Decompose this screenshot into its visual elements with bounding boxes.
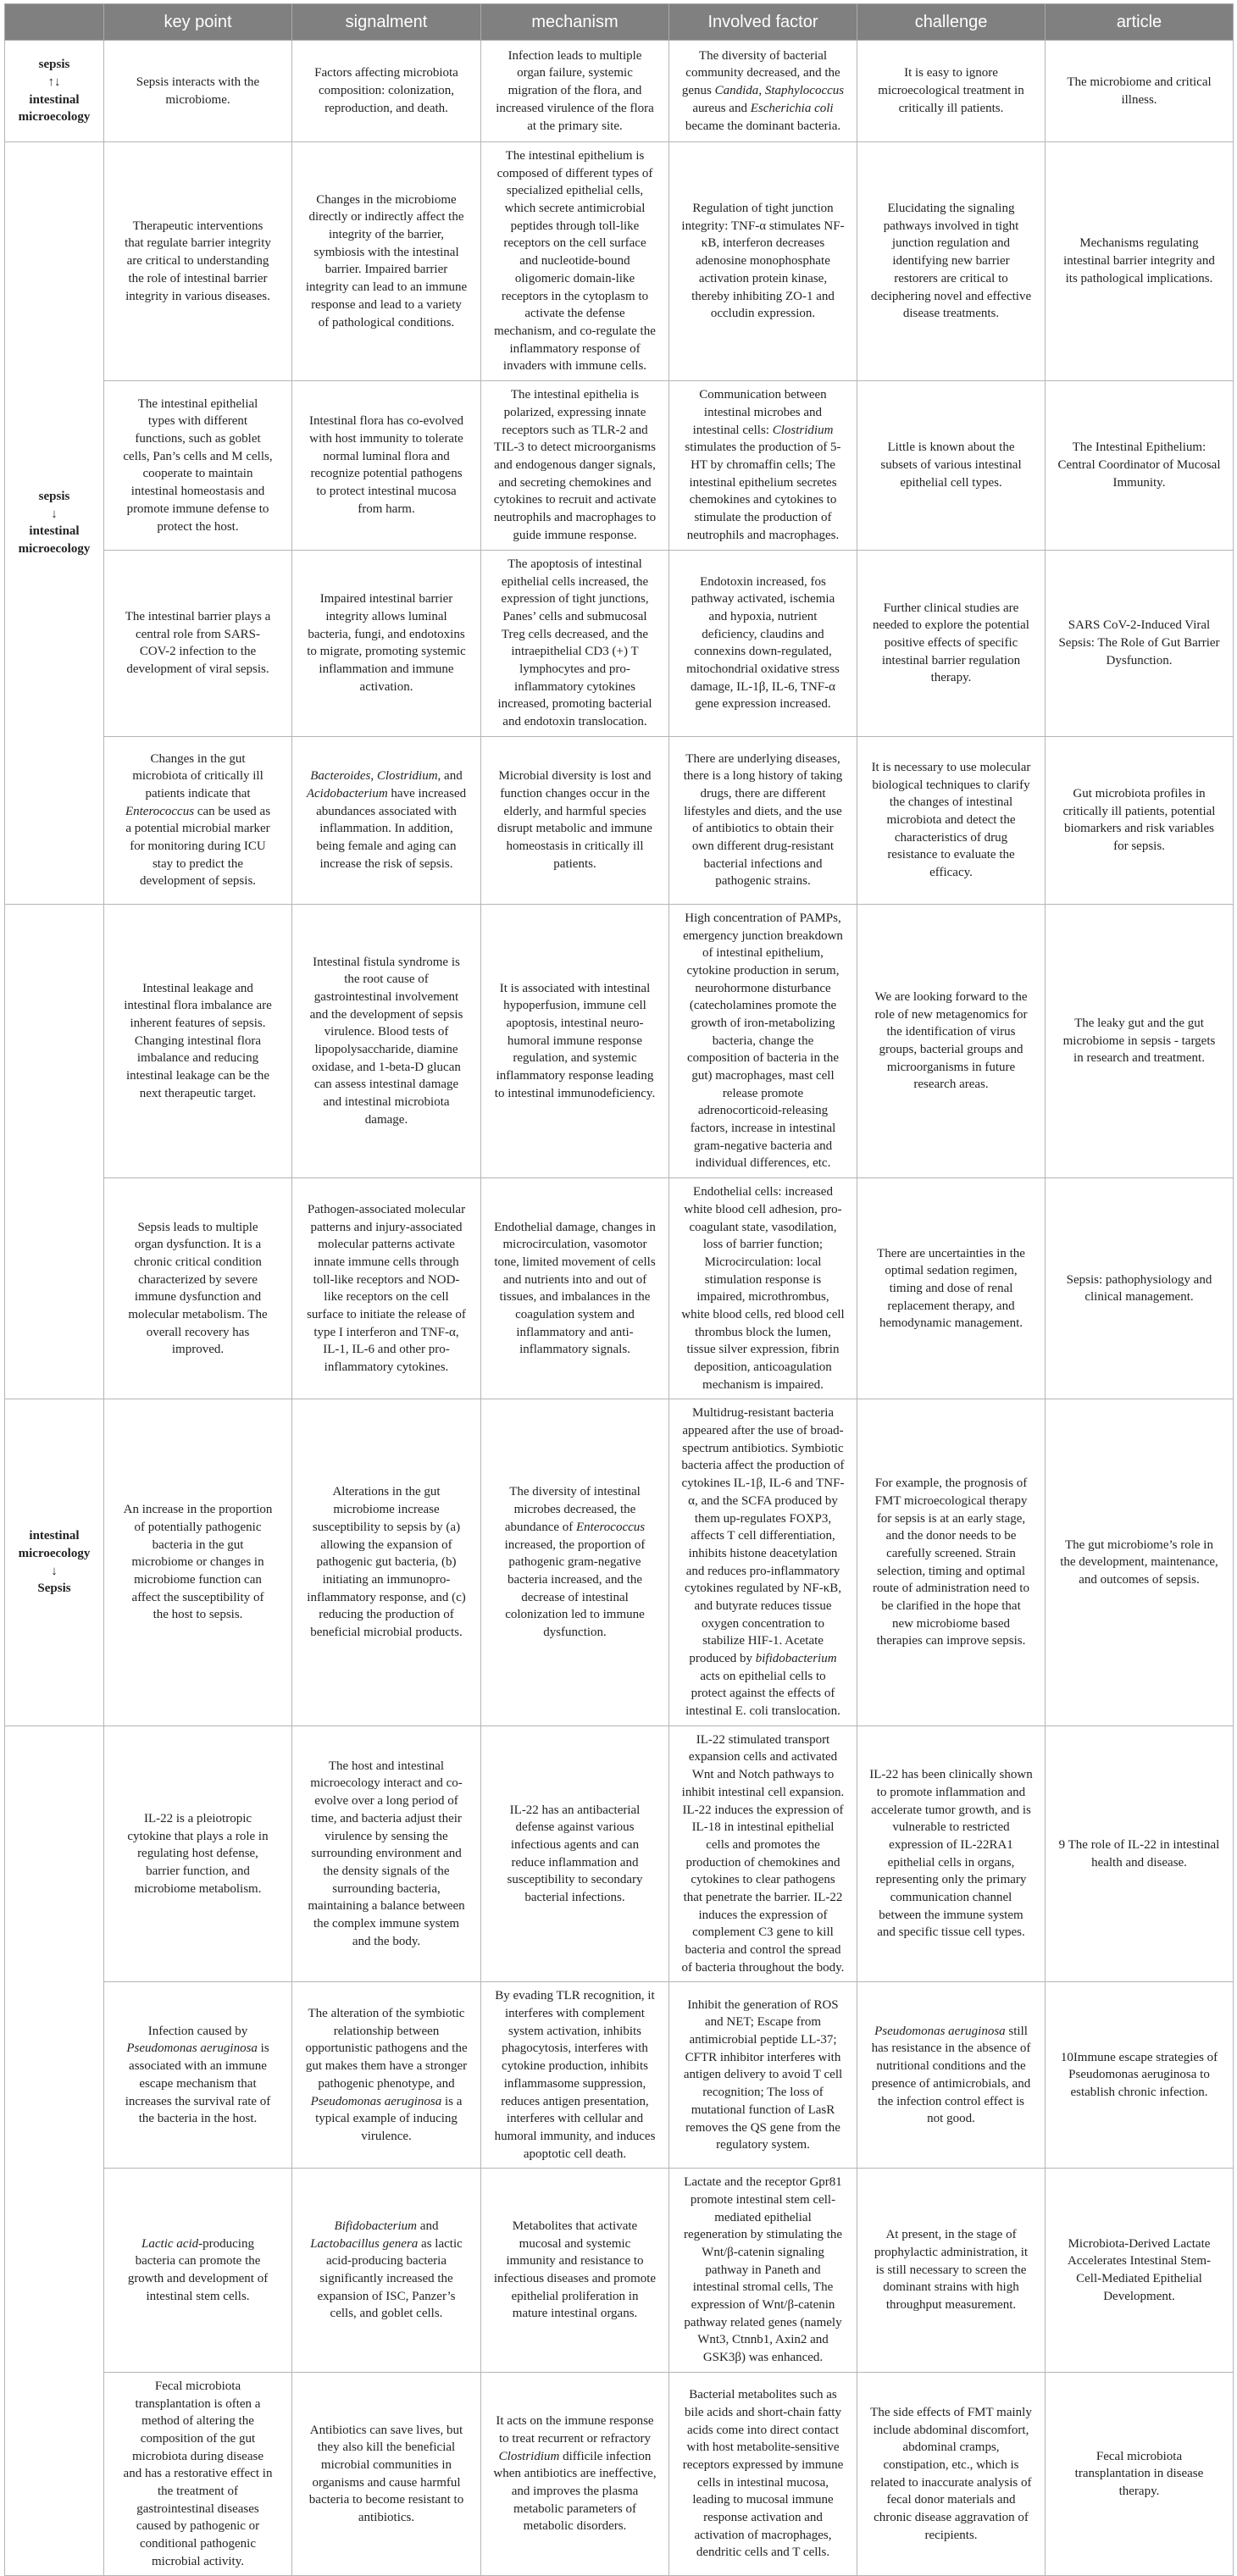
cell-involved-factor: Endotoxin increased, fos pathway activated, ischemia and hypoxia, nutrient deficiency, claudins and connexins down-regulated, mitochondrial oxidative stress damage, IL-1β, IL-6, TNF-α gene expression increased. [669, 550, 857, 736]
cell-article: SARS CoV-2-Induced Viral Sepsis: The Role of Gut Barrier Dysfunction. [1046, 550, 1234, 736]
cell-key-point: An increase in the proportion of potentially pathogenic bacteria in the gut microbiome or changes in microbiome function can affect the susceptibility of the host to sepsis. [104, 1399, 292, 1726]
group-label-line: intestinal [29, 92, 80, 107]
cell-key-point: IL-22 is a pleiotropic cytokine that plays a role in regulating host defense, barrier function, and microbiome metabolism. [104, 1726, 292, 1982]
cell-involved-factor: Communication between intestinal microbes and intestinal cells: Clostridium stimulates the production of 5-HT by chromaffin cells; The intestinal epithelium secretes chemokines and cytokines to stimulate the production of neutrophils and macrophages. [669, 380, 857, 550]
cell-challenge: We are looking forward to the role of new metagenomics for the identification of virus groups, bacterial groups and microorganisms in future research areas. [857, 904, 1046, 1177]
cell-key-point: Changes in the gut microbiota of critically ill patients indicate that Enterococcus can be used as a potential microbial marker for monitoring during ICU stay to predict the development of sepsis. [104, 736, 292, 904]
group-label-cell [5, 1399, 104, 1726]
header-involved-factor: Involved factor [669, 4, 857, 41]
group-label-cell [5, 1726, 104, 2576]
cell-involved-factor: Inhibit the generation of ROS and NET; Escape from antimicrobial peptide LL-37; CFTR inhibitor interferes with antigen delivery to avoid T cell recognition; The loss of mutational function of LasR removes the QS gene from the regulatory system. [669, 1982, 857, 2169]
cell-signalment: The host and intestinal microecology interact and co-evolve over a long period of time, and bacteria adjust their virulence by sensing the surrounding environment and the density signals of the surrounding bacteria, maintaining a balance between the complex immune system and the body. [292, 1726, 481, 1982]
cell-challenge: At present, in the stage of prophylactic administration, it is still necessary to screen the dominant strains with high throughput measurement. [857, 2169, 1046, 2373]
cell-article: The microbiome and critical illness. [1046, 41, 1234, 142]
group-label-line: intestinal [29, 524, 80, 539]
cell-signalment: Bacteroides, Clostridium, and Acidobacterium have increased abundances associated with inflammation. In addition, being female and aging can increase the risk of sepsis. [292, 736, 481, 904]
group-label-line: microecology [18, 110, 91, 125]
cell-signalment: Impaired intestinal barrier integrity allows luminal bacteria, fungi, and endotoxins to migrate, promoting systemic inflammation and immune activation. [292, 550, 481, 736]
cell-signalment: Bifidobacterium and Lactobacillus genera as lactic acid-producing bacteria significantly increased the expansion of ISC, Panzer’s cells, and goblet cells. [292, 2169, 481, 2373]
cell-key-point: Infection caused by Pseudomonas aeruginosa is associated with an immune escape mechanism that increases the survival rate of the bacteria in the host. [104, 1982, 292, 2169]
cell-mechanism: Infection leads to multiple organ failure, systemic migration of the flora, and increased virulence of the flora at the primary site. [481, 41, 669, 142]
table-row [5, 736, 1234, 904]
cell-key-point: Fecal microbiota transplantation is often a method of altering the composition of the gut microbiota during disease and has a restorative effect in the treatment of gastrointestinal diseases caused by pathogenic or conditional pathogenic microbial activity. [104, 2372, 292, 2576]
header-group [5, 4, 104, 41]
cell-article: Microbiota-Derived Lactate Accelerates Intestinal Stem-Cell-Mediated Epithelial Development. [1046, 2169, 1234, 2373]
cell-key-point: Therapeutic interventions that regulate barrier integrity are critical to understanding the role of intestinal barrier integrity in various diseases. [104, 142, 292, 381]
group-label-line: ↑↓ [47, 75, 61, 89]
cell-challenge: Elucidating the signaling pathways involved in tight junction regulation and identifying new barrier restorers are critical to deciphering novel and effective disease treatments. [857, 142, 1046, 381]
table-row [5, 380, 1234, 550]
cell-challenge: IL-22 has been clinically shown to promote inflammation and accelerate tumor growth, and is vulnerable to restricted expression of IL-22RA1 epithelial cells in organs, representing only the primary communication channel between the immune system and specific tissue cell types. [857, 1726, 1046, 1982]
cell-involved-factor: There are underlying diseases, there is a long history of taking drugs, there are different lifestyles and diets, and the use of antibiotics to obtain their own different drug-resistant bacterial infections and pathogenic strains. [669, 736, 857, 904]
cell-involved-factor: Regulation of tight junction integrity: TNF-α stimulates NF-κB, interferon decreases adenosine monophosphate activation protein kinase, thereby inhibiting ZO-1 and occludin expression. [669, 142, 857, 381]
table-row [5, 1726, 1234, 1982]
cell-involved-factor: Endothelial cells: increased white blood cell adhesion, pro-coagulant state, vasodilation, loss of barrier function; Microcirculation: local stimulation response is impaired, microthrombus, white blood cells, red blood cell thrombus block the lumen, tissue silver expression, fibrin deposition, anticoagulation mechanism is impaired. [669, 1178, 857, 1399]
cell-signalment: Intestinal fistula syndrome is the root cause of gastrointestinal involvement and the development of sepsis virulence. Blood tests of lipopolysaccharide, diamine oxidase, and 1-beta-D glucan can assess intestinal damage and intestinal microbiota damage. [292, 904, 481, 1177]
cell-mechanism: Endothelial damage, changes in microcirculation, vasomotor tone, limited movement of cells and nutrients into and out of tissues, and imbalances in the coagulation system and inflammatory and anti-inflammatory signals. [481, 1178, 669, 1399]
cell-challenge: For example, the prognosis of FMT microecological therapy for sepsis is at an early stage, and the donor needs to be carefully screened. Strain selection, timing and optimal route of administration need to be clarified in the hope that new microbiome based therapies can improve sepsis. [857, 1399, 1046, 1726]
cell-signalment: Alterations in the gut microbiome increase susceptibility to sepsis by (a) allowing the expansion of pathogenic gut bacteria, (b) initiating an immunopro-inflammatory response, and (c) reducing the production of beneficial microbial products. [292, 1399, 481, 1726]
cell-mechanism: IL-22 has an antibacterial defense against various infectious agents and can reduce inflammation and susceptibility to secondary bacterial infections. [481, 1726, 669, 1982]
header-mechanism: mechanism [481, 4, 669, 41]
cell-key-point: Intestinal leakage and intestinal flora imbalance are inherent features of sepsis. Changing intestinal flora imbalance and reducing intestinal leakage can be the next therapeutic target. [104, 904, 292, 1177]
group-label-cell [5, 41, 104, 142]
cell-signalment: Changes in the microbiome directly or indirectly affect the integrity of the barrier, symbiosis with the intestinal barrier. Impaired barrier integrity can lead to an immune response and lead to a variety of pathological conditions. [292, 142, 481, 381]
group-label-line: intestinal [29, 1529, 80, 1543]
table-row [5, 904, 1234, 1177]
table-row [5, 1982, 1234, 2169]
group-label-line: microecology [18, 1546, 91, 1560]
cell-involved-factor: The diversity of bacterial community decreased, and the genus Candida, Staphylococcus aureus and Escherichia coli became the dominant bacteria. [669, 41, 857, 142]
cell-mechanism: It acts on the immune response to treat recurrent or refractory Clostridium difficile infection when antibiotics are ineffective, and improves the plasma metabolic parameters of metabolic disorders. [481, 2372, 669, 2576]
cell-mechanism: The diversity of intestinal microbes decreased, the abundance of Enterococcus increased, the proportion of pathogenic gram-negative bacteria increased, and the decrease of intestinal colonization led to immune dysfunction. [481, 1399, 669, 1726]
header-challenge: challenge [857, 4, 1046, 41]
cell-article: Mechanisms regulating intestinal barrier integrity and its pathological implications. [1046, 142, 1234, 381]
table-row [5, 142, 1234, 381]
header-article: article [1046, 4, 1234, 41]
cell-challenge: Further clinical studies are needed to explore the potential positive effects of specific intestinal barrier regulation therapy. [857, 550, 1046, 736]
group-label-cell [5, 904, 104, 1399]
cell-key-point: The intestinal barrier plays a central role from SARS-COV-2 infection to the development of viral sepsis. [104, 550, 292, 736]
table-header [5, 4, 1234, 41]
table-row [5, 1399, 1234, 1726]
cell-challenge: Pseudomonas aeruginosa still has resistance in the absence of nutritional conditions and the presence of antimicrobials, and the infection control effect is not good. [857, 1982, 1046, 2169]
group-label-line: sepsis [38, 490, 70, 504]
group-label-line: microecology [18, 542, 91, 557]
cell-mechanism: The intestinal epithelium is composed of different types of specialized epithelial cells, which secrete antimicrobial peptides through toll-like receptors on the cell surface and nucleotide-bound oligomeric domain-like receptors in the cytoplasm to activate the defense mechanism, and co-regulate the inflammatory response of invaders with immune cells. [481, 142, 669, 381]
cell-article: 10Immune escape strategies of Pseudomonas aeruginosa to establish chronic infection. [1046, 1982, 1234, 2169]
cell-article: Fecal microbiota transplantation in disease therapy. [1046, 2372, 1234, 2576]
cell-signalment: Pathogen-associated molecular patterns and injury-associated molecular patterns activate innate immune cells through toll-like receptors and NOD-like receptors on the cell surface to initiate the release of type I interferon and TNF-α, IL-1, IL-6 and other pro-inflammatory cytokines. [292, 1178, 481, 1399]
table-row [5, 41, 1234, 142]
cell-involved-factor: Multidrug-resistant bacteria appeared after the use of broad-spectrum antibiotics. Symbiotic bacteria affect the production of cytokines IL-1β, IL-6 and TNF-α, and the SCFA produced by them up-regulates FOXP3, affects T cell differentiation, inhibits histone deacetylation and reduces pro-inflammatory cytokines regulated by NF-κB, and butyrate reduces tissue oxygen concentration to stabilize HIF-1. Acetate produced by bifidobacterium acts on epithelial cells to protect against the effects of intestinal E. coli translocation. [669, 1399, 857, 1726]
group-label-line: Sepsis [37, 1582, 71, 1596]
cell-key-point: Sepsis leads to multiple organ dysfunction. It is a chronic critical condition characterized by severe immune dysfunction and molecular metabolism. The overall recovery has improved. [104, 1178, 292, 1399]
sepsis-microecology-table [4, 3, 1234, 2576]
cell-challenge: It is necessary to use molecular biological techniques to clarify the changes of intestinal microbiota and detect the characteristics of drug resistance to evaluate the efficacy. [857, 736, 1046, 904]
cell-article: The gut microbiome’s role in the development, maintenance, and outcomes of sepsis. [1046, 1399, 1234, 1726]
cell-article: The Intestinal Epithelium: Central Coordinator of Mucosal Immunity. [1046, 380, 1234, 550]
cell-challenge: Little is known about the subsets of various intestinal epithelial cell types. [857, 380, 1046, 550]
cell-mechanism: By evading TLR recognition, it interferes with complement system activation, inhibits phagocytosis, interferes with cytokine production, inhibits inflammasome suppression, reduces antigen presentation, interferes with cellular and humoral immunity, and induces apoptotic cell death. [481, 1982, 669, 2169]
cell-key-point: The intestinal epithelial types with different functions, such as goblet cells, Pan’s cells and M cells, cooperate to maintain intestinal homeostasis and promote immune defense to protect the host. [104, 380, 292, 550]
cell-involved-factor: Bacterial metabolites such as bile acids and short-chain fatty acids come into direct contact with host metabolite-sensitive receptors expressed by immune cells in intestinal mucosa, leading to mucosal immune response activation and activation of macrophages, dendritic cells and T cells. [669, 2372, 857, 2576]
cell-signalment: Antibiotics can save lives, but they also kill the beneficial microbial communities in organisms and cause harmful bacteria to become resistant to antibiotics. [292, 2372, 481, 2576]
cell-mechanism: Microbial diversity is lost and function changes occur in the elderly, and harmful species disrupt metabolic and immune homeostasis in critically ill patients. [481, 736, 669, 904]
group-label-line: ↓ [51, 1564, 58, 1578]
cell-key-point: Sepsis interacts with the microbiome. [104, 41, 292, 142]
cell-involved-factor: Lactate and the receptor Gpr81 promote intestinal stem cell-mediated epithelial regeneration by stimulating the Wnt/β-catenin signaling pathway in Paneth and intestinal stromal cells, The expression of Wnt/β-catenin pathway related genes (namely Wnt3, Ctnnb1, Axin2 and GSK3β) was enhanced. [669, 2169, 857, 2373]
table-body [5, 41, 1234, 2576]
cell-article: The leaky gut and the gut microbiome in sepsis - targets in research and treatment. [1046, 904, 1234, 1177]
cell-challenge: It is easy to ignore microecological treatment in critically ill patients. [857, 41, 1046, 142]
header-key-point: key point [104, 4, 292, 41]
cell-mechanism: The intestinal epithelia is polarized, expressing innate receptors such as TLR-2 and TIL-3 to detect microorganisms and endogenous danger signals, and secreting chemokines and cytokines to recruit and activate neutrophils and macrophages to guide immune response. [481, 380, 669, 550]
cell-signalment: The alteration of the symbiotic relationship between opportunistic pathogens and the gut makes them have a stronger pathogenic phenotype, and Pseudomonas aeruginosa is a typical example of inducing virulence. [292, 1982, 481, 2169]
group-label-line: sepsis [38, 58, 70, 72]
cell-article: 9 The role of IL-22 in intestinal health and disease. [1046, 1726, 1234, 1982]
cell-article: Gut microbiota profiles in critically ill patients, potential biomarkers and risk variables for sepsis. [1046, 736, 1234, 904]
table-row [5, 2372, 1234, 2576]
cell-mechanism: The apoptosis of intestinal epithelial cells increased, the expression of tight junctions, Panes’ cells and submucosal Treg cells decreased, and the intraepithelial CD3 (+) T lymphocytes and pro-inflammatory cytokines increased, promoting bacterial and endotoxin translocation. [481, 550, 669, 736]
cell-mechanism: Metabolites that activate mucosal and systemic immunity and resistance to infectious diseases and promote epithelial proliferation in mature intestinal organs. [481, 2169, 669, 2373]
table-row [5, 1178, 1234, 1399]
group-label-line: ↓ [51, 507, 58, 521]
cell-signalment: Intestinal flora has co-evolved with host immunity to tolerate normal luminal flora and recognize potential pathogens to protect intestinal mucosa from harm. [292, 380, 481, 550]
header-signalment: signalment [292, 4, 481, 41]
table-page [4, 3, 1233, 2576]
cell-involved-factor: IL-22 stimulated transport expansion cells and activated Wnt and Notch pathways to inhibit intestinal cell expansion. IL-22 induces the expression of IL-18 in intestinal epithelial cells and promotes the production of chemokines and cytokines to clear pathogens that penetrate the barrier. IL-22 induces the expression of complement C3 gene to kill bacteria and control the spread of bacteria throughout the body. [669, 1726, 857, 1982]
cell-key-point: Lactic acid-producing bacteria can promote the growth and development of intestinal stem cells. [104, 2169, 292, 2373]
cell-signalment: Factors affecting microbiota composition: colonization, reproduction, and death. [292, 41, 481, 142]
cell-mechanism: It is associated with intestinal hypoperfusion, immune cell apoptosis, intestinal neuro-humoral immune response regulation, and systemic inflammatory response leading to intestinal immunodeficiency. [481, 904, 669, 1177]
group-label-cell [5, 142, 104, 905]
cell-challenge: There are uncertainties in the optimal sedation regimen, timing and dose of renal replacement therapy, and hemodynamic management. [857, 1178, 1046, 1399]
cell-challenge: The side effects of FMT mainly include abdominal discomfort, abdominal cramps, constipation, etc., which is related to inaccurate analysis of fecal donor materials and chronic disease aggravation of recipients. [857, 2372, 1046, 2576]
cell-article: Sepsis: pathophysiology and clinical management. [1046, 1178, 1234, 1399]
table-row [5, 550, 1234, 736]
cell-involved-factor: High concentration of PAMPs, emergency junction breakdown of intestinal epithelium, cytokine production in serum, neurohormone disturbance (catecholamines promote the growth of iron-metabolizing bacteria, change the composition of bacteria in the gut) macrophages, mast cell release promote adrenocorticoid-releasing factors, increase in intestinal gram-negative bacteria and individual differences, etc. [669, 904, 857, 1177]
table-row [5, 2169, 1234, 2373]
